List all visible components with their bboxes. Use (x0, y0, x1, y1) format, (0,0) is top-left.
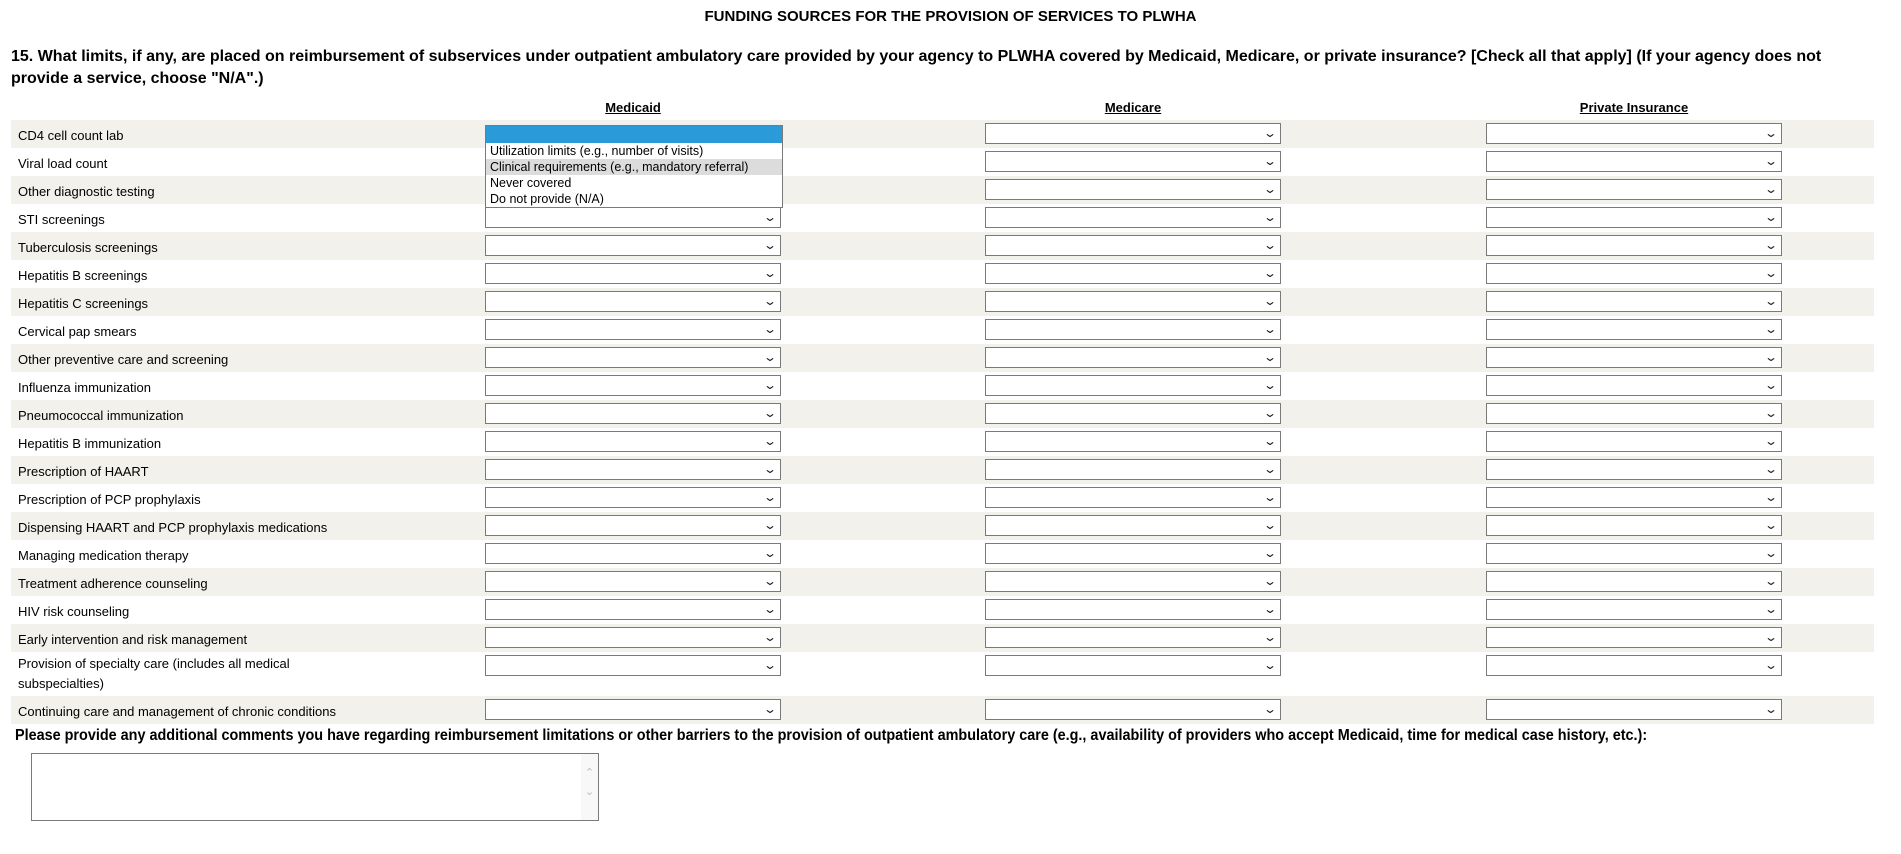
chevron-down-icon: ⌄ (1262, 294, 1278, 308)
chevron-down-icon: ⌄ (762, 322, 778, 336)
scroll-down-icon[interactable]: ⌄ (584, 786, 595, 798)
medicaid-select[interactable] (485, 459, 781, 480)
medicare-select[interactable] (985, 123, 1281, 144)
services-table (11, 120, 1874, 724)
chevron-down-icon: ⌄ (762, 238, 778, 252)
chevron-down-icon: ⌄ (1262, 518, 1278, 532)
chevron-down-icon: ⌄ (762, 630, 778, 644)
row-label: Tuberculosis screenings (18, 240, 158, 255)
private-insurance-select[interactable] (1486, 571, 1782, 592)
medicaid-select[interactable] (485, 431, 781, 452)
private-insurance-select[interactable] (1486, 207, 1782, 228)
table-row (11, 120, 1874, 148)
table-row (11, 484, 1874, 512)
medicaid-dropdown-list[interactable] (485, 125, 783, 208)
medicare-select[interactable] (985, 599, 1281, 620)
private-insurance-select[interactable] (1486, 347, 1782, 368)
chevron-down-icon: ⌄ (1763, 574, 1779, 588)
chevron-down-icon: ⌄ (762, 702, 778, 716)
private-insurance-select[interactable] (1486, 599, 1782, 620)
medicaid-select[interactable] (485, 403, 781, 424)
chevron-down-icon: ⌄ (1262, 182, 1278, 196)
medicare-select[interactable] (985, 319, 1281, 340)
row-label: Provision of specialty care (includes all medical subspecialties) (18, 656, 290, 691)
medicare-select[interactable] (985, 431, 1281, 452)
row-label: Continuing care and management of chronic conditions (18, 704, 336, 719)
chevron-down-icon: ⌄ (762, 602, 778, 616)
chevron-down-icon: ⌄ (762, 434, 778, 448)
chevron-down-icon: ⌄ (762, 350, 778, 364)
dropdown-option[interactable]: Utilization limits (e.g., number of visits) (490, 144, 704, 158)
medicaid-select[interactable] (485, 571, 781, 592)
chevron-down-icon: ⌄ (762, 406, 778, 420)
medicare-select[interactable] (985, 207, 1281, 228)
medicare-select[interactable] (985, 487, 1281, 508)
row-label: Other diagnostic testing (18, 184, 155, 199)
chevron-down-icon: ⌄ (1763, 154, 1779, 168)
private-insurance-select[interactable] (1486, 235, 1782, 256)
chevron-down-icon: ⌄ (762, 490, 778, 504)
chevron-down-icon: ⌄ (762, 546, 778, 560)
private-insurance-select[interactable] (1486, 403, 1782, 424)
chevron-down-icon: ⌄ (1262, 630, 1278, 644)
chevron-down-icon: ⌄ (1763, 322, 1779, 336)
chevron-down-icon: ⌄ (1763, 182, 1779, 196)
table-row (11, 288, 1874, 316)
row-label: Early intervention and risk management (18, 632, 248, 647)
textarea-scrollbar[interactable] (581, 754, 598, 820)
table-row (11, 596, 1874, 624)
medicaid-select[interactable] (485, 627, 781, 648)
chevron-down-icon: ⌄ (1763, 210, 1779, 224)
medicaid-select[interactable] (485, 655, 781, 676)
row-label: Hepatitis C screenings (18, 296, 149, 311)
row-label: Pneumococcal immunization (18, 408, 184, 423)
row-label: Other preventive care and screening (18, 352, 229, 367)
chevron-down-icon: ⌄ (1262, 602, 1278, 616)
medicare-select[interactable] (985, 291, 1281, 312)
private-insurance-select[interactable] (1486, 263, 1782, 284)
question-text: 15. What limits, if any, are placed on reimbursement of subservices under outpatient ambulatory care provided by your agency to PLWHA covered by Medicaid, Medicare, or private insurance? [Check all that apply] (If your agency does not provide a service, choose "N/A".) (11, 48, 1822, 87)
private-insurance-select[interactable] (1486, 515, 1782, 536)
chevron-down-icon: ⌄ (1763, 702, 1779, 716)
chevron-down-icon: ⌄ (762, 574, 778, 588)
page-title: FUNDING SOURCES FOR THE PROVISION OF SERVICES TO PLWHA (704, 8, 1197, 25)
medicare-select[interactable] (985, 627, 1281, 648)
medicaid-select[interactable] (485, 515, 781, 536)
dropdown-option[interactable] (486, 126, 782, 143)
comments-label: Please provide any additional comments you have regarding reimbursement limitations or other barriers to the provision of outpatient ambulatory care (e.g., availability of providers who accept Medicaid, time for medical case history, etc.): (15, 727, 1648, 744)
chevron-down-icon: ⌄ (1262, 350, 1278, 364)
chevron-down-icon: ⌄ (1262, 702, 1278, 716)
dropdown-option[interactable]: Never covered (490, 176, 572, 190)
dropdown-option[interactable]: Do not provide (N/A) (490, 192, 604, 206)
private-insurance-select[interactable] (1486, 543, 1782, 564)
chevron-down-icon: ⌄ (1763, 518, 1779, 532)
row-label: Prescription of HAART (18, 464, 149, 479)
private-insurance-select[interactable] (1486, 699, 1782, 720)
medicare-select[interactable] (985, 263, 1281, 284)
chevron-down-icon: ⌄ (1262, 406, 1278, 420)
chevron-down-icon: ⌄ (762, 518, 778, 532)
table-row (11, 696, 1874, 724)
medicaid-select[interactable] (485, 375, 781, 396)
medicaid-select[interactable] (485, 699, 781, 720)
table-row (11, 400, 1874, 428)
table-row (11, 456, 1874, 484)
medicare-select[interactable] (985, 235, 1281, 256)
table-row (11, 344, 1874, 372)
medicare-select[interactable] (985, 375, 1281, 396)
chevron-down-icon: ⌄ (762, 266, 778, 280)
chevron-down-icon: ⌄ (1763, 378, 1779, 392)
scroll-up-icon[interactable]: ⌃ (584, 767, 595, 779)
chevron-down-icon: ⌄ (1262, 210, 1278, 224)
chevron-down-icon: ⌄ (1763, 546, 1779, 560)
medicare-select[interactable] (985, 179, 1281, 200)
medicaid-select[interactable] (485, 543, 781, 564)
column-header-medicare: Medicare (1104, 100, 1162, 115)
row-label: Hepatitis B screenings (18, 268, 148, 283)
comments-textarea[interactable] (31, 753, 599, 821)
table-row (11, 512, 1874, 540)
medicaid-select[interactable] (485, 291, 781, 312)
chevron-down-icon: ⌄ (1262, 154, 1278, 168)
private-insurance-select[interactable] (1486, 375, 1782, 396)
chevron-down-icon: ⌄ (1262, 462, 1278, 476)
column-header-medicaid: Medicaid (605, 100, 661, 115)
medicare-select[interactable] (985, 151, 1281, 172)
table-row (11, 204, 1874, 232)
private-insurance-select[interactable] (1486, 123, 1782, 144)
chevron-down-icon: ⌄ (762, 294, 778, 308)
chevron-down-icon: ⌄ (762, 462, 778, 476)
private-insurance-select[interactable] (1486, 459, 1782, 480)
row-label: Viral load count (18, 156, 108, 171)
medicaid-select[interactable] (485, 207, 781, 228)
medicaid-select[interactable] (485, 235, 781, 256)
private-insurance-select[interactable] (1486, 291, 1782, 312)
medicare-select[interactable] (985, 403, 1281, 424)
chevron-down-icon: ⌄ (1262, 658, 1278, 672)
medicaid-select[interactable] (485, 263, 781, 284)
private-insurance-select[interactable] (1486, 431, 1782, 452)
chevron-down-icon: ⌄ (1763, 630, 1779, 644)
row-label: Treatment adherence counseling (18, 576, 208, 591)
table-row (11, 428, 1874, 456)
medicaid-select[interactable] (485, 319, 781, 340)
chevron-down-icon: ⌄ (1262, 238, 1278, 252)
table-row (11, 568, 1874, 596)
chevron-down-icon: ⌄ (1262, 546, 1278, 560)
chevron-down-icon: ⌄ (762, 658, 778, 672)
chevron-down-icon: ⌄ (1763, 462, 1779, 476)
chevron-down-icon: ⌄ (1262, 574, 1278, 588)
chevron-down-icon: ⌄ (1262, 322, 1278, 336)
chevron-down-icon: ⌄ (1763, 126, 1779, 140)
row-label: HIV risk counseling (18, 604, 130, 619)
chevron-down-icon: ⌄ (1262, 434, 1278, 448)
private-insurance-select[interactable] (1486, 487, 1782, 508)
chevron-down-icon: ⌄ (1763, 294, 1779, 308)
table-row (11, 148, 1874, 176)
row-label: Dispensing HAART and PCP prophylaxis medications (18, 520, 328, 535)
medicaid-select[interactable] (485, 487, 781, 508)
medicare-select[interactable] (985, 543, 1281, 564)
chevron-down-icon: ⌄ (1262, 378, 1278, 392)
chevron-down-icon: ⌄ (1763, 658, 1779, 672)
chevron-down-icon: ⌄ (1763, 602, 1779, 616)
column-header-private-insurance: Private Insurance (1579, 100, 1689, 115)
private-insurance-select[interactable] (1486, 319, 1782, 340)
medicare-select[interactable] (985, 571, 1281, 592)
medicare-select[interactable] (985, 347, 1281, 368)
chevron-down-icon: ⌄ (1763, 490, 1779, 504)
medicare-select[interactable] (985, 459, 1281, 480)
table-row (11, 316, 1874, 344)
private-insurance-select[interactable] (1486, 627, 1782, 648)
chevron-down-icon: ⌄ (762, 210, 778, 224)
chevron-down-icon: ⌄ (762, 378, 778, 392)
table-row (11, 624, 1874, 652)
medicaid-select[interactable] (485, 347, 781, 368)
chevron-down-icon: ⌄ (1763, 266, 1779, 280)
chevron-down-icon: ⌄ (1262, 126, 1278, 140)
row-label: Influenza immunization (18, 380, 151, 395)
row-label: Cervical pap smears (18, 324, 137, 339)
chevron-down-icon: ⌄ (1763, 350, 1779, 364)
chevron-down-icon: ⌄ (1763, 238, 1779, 252)
medicare-select[interactable] (985, 699, 1281, 720)
table-row (11, 176, 1874, 204)
private-insurance-select[interactable] (1486, 151, 1782, 172)
table-row (11, 372, 1874, 400)
table-row (11, 260, 1874, 288)
row-label: Prescription of PCP prophylaxis (18, 492, 201, 507)
chevron-down-icon: ⌄ (1763, 406, 1779, 420)
medicaid-select[interactable] (485, 599, 781, 620)
dropdown-option[interactable]: Clinical requirements (e.g., mandatory referral) (486, 159, 782, 175)
table-row (11, 232, 1874, 260)
chevron-down-icon: ⌄ (1763, 434, 1779, 448)
row-label: STI screenings (18, 212, 105, 227)
chevron-down-icon: ⌄ (1262, 490, 1278, 504)
medicare-select[interactable] (985, 655, 1281, 676)
row-label: CD4 cell count lab (18, 128, 124, 143)
table-row (11, 540, 1874, 568)
row-label: Managing medication therapy (18, 548, 189, 563)
table-row (11, 652, 1874, 696)
row-label: Hepatitis B immunization (18, 436, 162, 451)
medicare-select[interactable] (985, 515, 1281, 536)
private-insurance-select[interactable] (1486, 655, 1782, 676)
chevron-down-icon: ⌄ (1262, 266, 1278, 280)
private-insurance-select[interactable] (1486, 179, 1782, 200)
